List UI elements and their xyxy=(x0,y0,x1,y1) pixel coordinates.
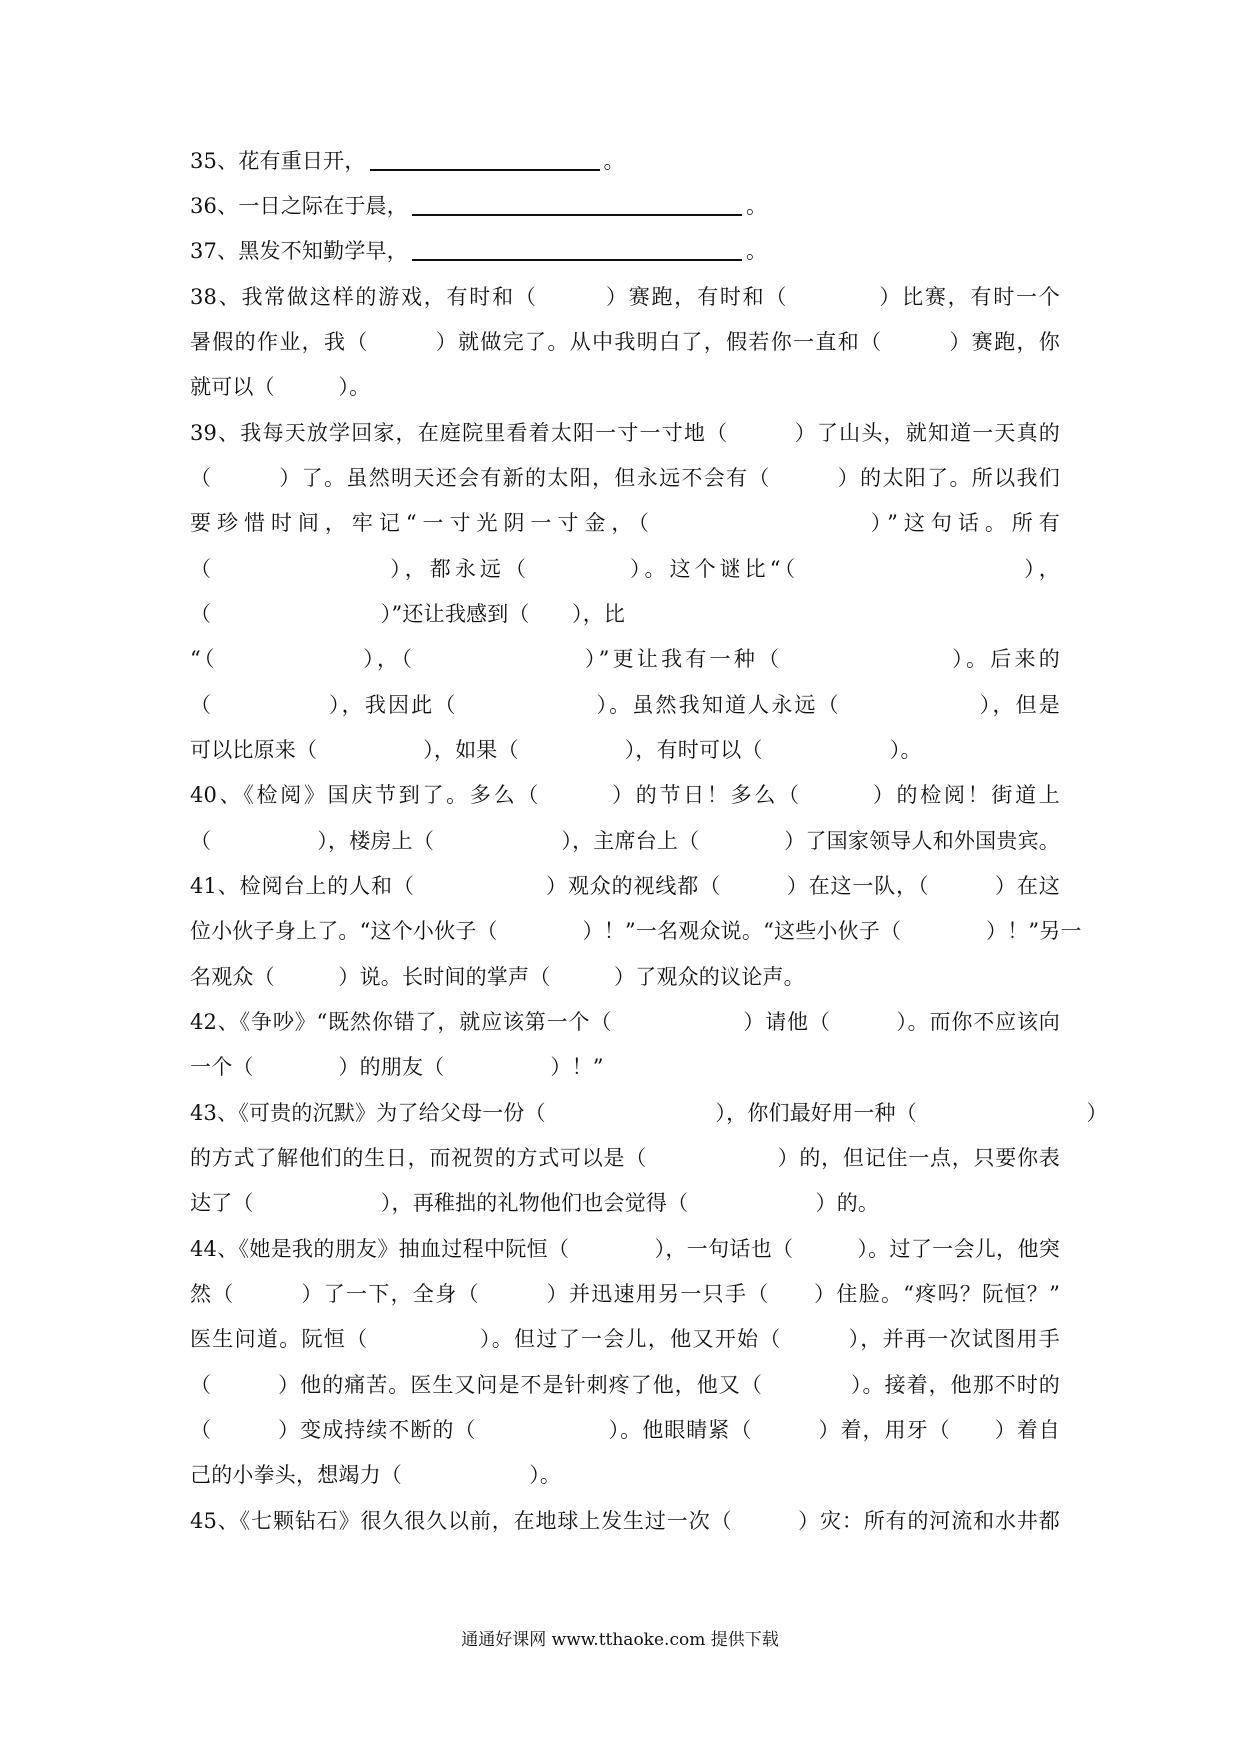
text-line: 位小伙子身上了。“这个小伙子（ ）！”一名观众说。“这些小伙子（ ）！”另一 xyxy=(190,919,1082,943)
answer-blank[interactable] xyxy=(370,149,600,171)
question-37 xyxy=(190,236,1060,266)
text-line: 要珍惜时间，牢记“一寸光阴一寸金，（ ）”这句话。所有 xyxy=(190,511,1060,535)
question-text: 一日之际在于晨， xyxy=(238,194,408,218)
text-line: 可以比原来（ ），如果（ ），有时可以（ ）。 xyxy=(190,738,922,762)
answer-blank[interactable] xyxy=(412,194,742,216)
text-line: 40、《检阅》国庆节到了。多么（ ）的节日！多么（ ）的检阅！街道上 xyxy=(190,783,1060,807)
question-number: 37、 xyxy=(190,239,239,263)
text-line: 达了（ ），再稚拙的礼物他们也会觉得（ ）的。 xyxy=(190,1191,880,1215)
question-text: 花有重日开， xyxy=(238,149,366,173)
text-line: 就可以（ ）。 xyxy=(190,375,371,399)
text-line: 的方式了解他们的生日，而祝贺的方式可以是（ ）的，但记住一点，只要你表 xyxy=(190,1146,1060,1170)
text-line: （ ），都永远（ ）。这个谜比“（ ）， xyxy=(190,557,1060,581)
question-36 xyxy=(190,191,1060,221)
text-line: （ ）变成持续不断的（ ）。他眼睛紧（ ）着，用牙（ ）着自 xyxy=(190,1418,1060,1442)
text-line: “（ ），（ ）”更让我有一种（ ）。后来的 xyxy=(190,647,1060,671)
question-number: 35、 xyxy=(190,149,239,173)
text-line: 己的小拳头，想竭力（ ）。 xyxy=(190,1463,562,1487)
question-35 xyxy=(190,146,1060,176)
text-line: 然（ ）了一下，全身（ ）并迅速用另一只手（ ）住脸。“疼吗？阮恒？” xyxy=(190,1282,1060,1306)
text-line: 名观众（ ）说。长时间的掌声（ ）了观众的议论声。 xyxy=(190,965,805,989)
question-text: 黑发不知勤学早， xyxy=(238,239,408,263)
text-line: 暑假的作业，我（ ）就做完了。从中我明白了，假若你一直和（ ）赛跑，你 xyxy=(190,330,1060,354)
text-line: 38、我常做这样的游戏，有时和（ ）赛跑，有时和（ ）比赛，有时一个 xyxy=(190,285,1060,309)
text-line: （ ）了。虽然明天还会有新的太阳，但永远不会有（ ）的太阳了。所以我们 xyxy=(190,466,1060,490)
question-number: 36、 xyxy=(190,194,239,218)
question-end: 。 xyxy=(745,239,768,263)
text-line: （ ），楼房上（ ），主席台上（ ）了国家领导人和外国贵宾。 xyxy=(190,829,1060,853)
text-line: 41、检阅台上的人和（ ）观众的视线都（ ）在这一队，（ ）在这 xyxy=(190,874,1060,898)
text-line: （ ）他的痛苦。医生又问是不是针刺疼了他，他又（ ）。接着，他那不时的 xyxy=(190,1373,1060,1397)
text-line: 45、《七颗钻石》很久很久以前，在地球上发生过一次（ ）灾：所有的河流和水井都 xyxy=(190,1509,1060,1533)
text-line: （ ），我因此（ ）。虽然我知道人永远（ ），但是 xyxy=(190,693,1060,717)
answer-blank[interactable] xyxy=(412,239,742,261)
text-line: 44、《她是我的朋友》抽血过程中阮恒（ ），一句话也（ ）。过了一会儿，他突 xyxy=(190,1237,1060,1261)
text-line: 39、我每天放学回家，在庭院里看着太阳一寸一寸地（ ）了山头，就知道一天真的 xyxy=(190,421,1060,445)
text-line: 43、《可贵的沉默》为了给父母一份（ ），你们最好用一种（ ） xyxy=(190,1101,1108,1125)
text-line: 42、《争吵》“既然你错了，就应该第一个（ ）请他（ ）。而你不应该向 xyxy=(190,1010,1060,1034)
text-line: 一个（ ）的朋友（ ）！” xyxy=(190,1055,604,1079)
text-line: 医生问道。阮恒（ ）。但过了一会儿，他又开始（ ），并再一次试图用手 xyxy=(190,1327,1060,1351)
text-line: （ ）”还让我感到（ ），比 xyxy=(190,602,626,626)
question-end: 。 xyxy=(603,149,625,173)
question-end: 。 xyxy=(745,194,768,218)
page-footer: 通通好课网 www.tthaoke.com 提供下载 xyxy=(461,1630,779,1650)
